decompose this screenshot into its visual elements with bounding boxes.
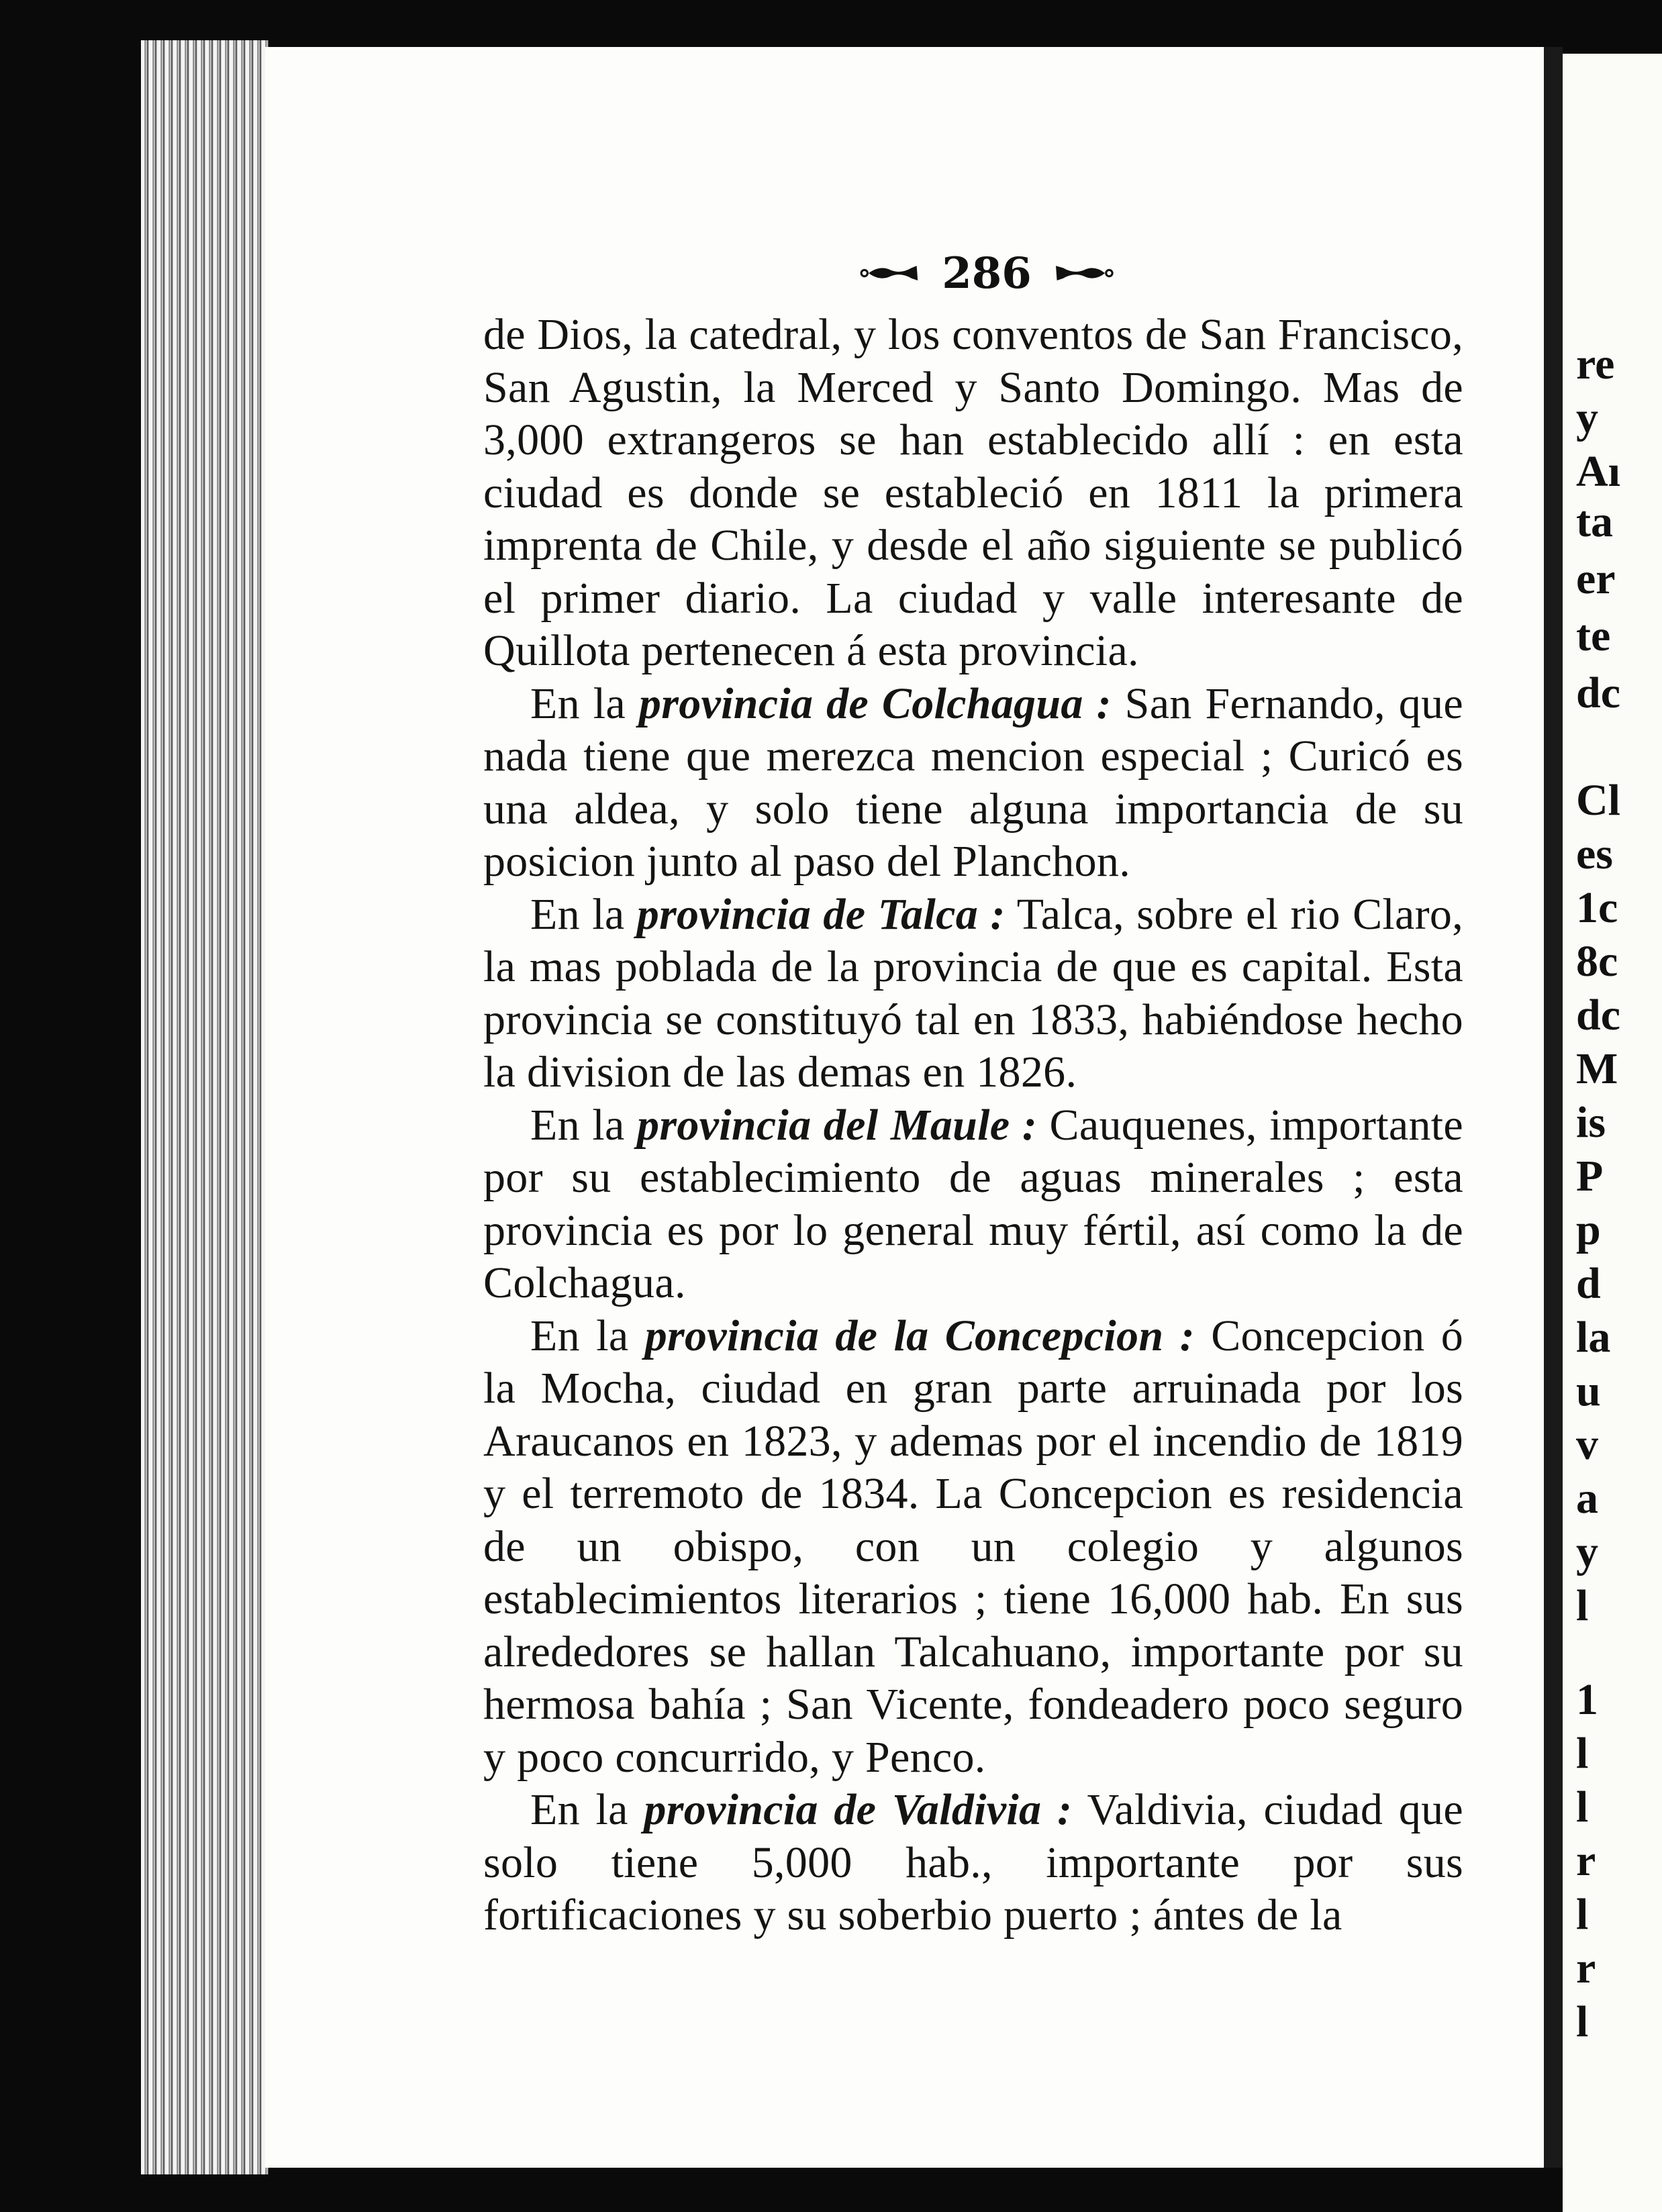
next-page-line-fragment: v bbox=[1576, 1420, 1598, 1469]
book-page-edges bbox=[141, 40, 268, 2174]
left-ornament-icon bbox=[859, 260, 927, 287]
next-page-line-fragment: p bbox=[1576, 1205, 1601, 1254]
paragraph bbox=[483, 1310, 1463, 1784]
next-page-line-fragment: r bbox=[1576, 1836, 1596, 1885]
next-page-line-fragment: l bbox=[1576, 1782, 1589, 1831]
text-run: Concepcion ó la Mocha, ciudad en gran parte arruinada por los Araucanos en 1823, y ademas por el incendio de 1819 y el terremoto de 1834. La Concepcion es residencia de un obispo, con un colegio y algunos establecimientos literarios ; tiene 16,000 hab. En sus alrededores se hallan Talcahuano, importante por su hermosa bahía ; San Vicente, fondeadero poco seguro y poco concurrido, y Penco. bbox=[483, 1311, 1464, 1782]
next-page-line-fragment: la bbox=[1576, 1313, 1611, 1362]
text-run: de Dios, la catedral, y los conventos de San Francisco, San Agustin, la Merced y Santo Domingo. Mas de 3,000 extrangeros se han establecido allí : en esta ciudad es donde se estableció en 1811 la primera imprenta de Chile, y desde el año siguiente se publicó el primer diario. La ciudad y valle interesante de Quillota pertenecen á esta provincia. bbox=[483, 310, 1463, 675]
next-page-line-fragment: l bbox=[1576, 1729, 1589, 1778]
text-run: Talca, sobre el rio Claro, la mas poblada de la provincia de que es capital. Esta provincia se constituyó tal en 1833, habiéndose hecho la division de las demas en 1826. bbox=[483, 889, 1464, 1097]
next-page-line-fragment: d bbox=[1576, 1259, 1601, 1308]
next-page-line-fragment: is bbox=[1576, 1098, 1606, 1147]
gutter-shadow bbox=[1544, 47, 1563, 2168]
next-page-line-fragment: y bbox=[1576, 393, 1598, 442]
next-page-line-fragment: r bbox=[1576, 1944, 1596, 1993]
text-run: En la bbox=[530, 889, 637, 939]
paragraph bbox=[483, 1099, 1463, 1310]
text-run: En la bbox=[530, 1311, 645, 1360]
next-page-line-fragment: y bbox=[1576, 1527, 1598, 1576]
province-heading: provincia del Maule : bbox=[637, 1100, 1038, 1150]
next-page-edge bbox=[1563, 54, 1662, 2212]
next-page-line-fragment: te bbox=[1576, 611, 1611, 660]
next-page-line-fragment: 8c bbox=[1576, 937, 1618, 986]
page-header bbox=[859, 236, 1114, 310]
paragraph bbox=[483, 889, 1463, 1099]
paragraph bbox=[483, 309, 1463, 678]
text-run: San Fernando, que nada tiene que merezca mencion especial ; Curicó es una aldea, y solo tiene alguna importancia de su posicion junto al paso del Planchon. bbox=[483, 678, 1463, 886]
text-run: En la bbox=[530, 1100, 638, 1150]
province-heading: provincia de Valdivia : bbox=[644, 1785, 1073, 1834]
next-page-line-fragment: l bbox=[1576, 1997, 1589, 2046]
next-page-line-fragment: l bbox=[1576, 1890, 1589, 1939]
next-page-line-fragment: Aı bbox=[1576, 447, 1620, 496]
next-page-line-fragment: dc bbox=[1576, 668, 1620, 717]
next-page-line-fragment: er bbox=[1576, 554, 1616, 603]
next-page-line-fragment: dc bbox=[1576, 991, 1620, 1040]
text-run: Cauquenes, importante por su establecimiento de aguas minerales ; esta provincia es por lo general muy fértil, así como la de Colchagua. bbox=[483, 1100, 1463, 1307]
next-page-line-fragment: 1c bbox=[1576, 883, 1618, 932]
next-page-line-fragment: ta bbox=[1576, 497, 1613, 546]
next-page-line-fragment: P bbox=[1576, 1152, 1604, 1201]
next-page-line-fragment: a bbox=[1576, 1474, 1598, 1523]
next-page-line-fragment: Cl bbox=[1576, 776, 1620, 825]
next-page-line-fragment: M bbox=[1576, 1044, 1618, 1093]
page-number: 286 bbox=[942, 248, 1032, 299]
next-page-line-fragment: es bbox=[1576, 830, 1613, 878]
next-page-line-fragment: u bbox=[1576, 1366, 1601, 1415]
text-run: En la bbox=[530, 678, 639, 728]
province-heading: provincia de Talca : bbox=[636, 889, 1006, 939]
province-heading: provincia de la Concepcion : bbox=[644, 1311, 1195, 1360]
right-ornament-icon bbox=[1046, 260, 1114, 287]
next-page-line-fragment: 1 bbox=[1576, 1675, 1598, 1724]
text-run: En la bbox=[530, 1785, 644, 1834]
province-heading: provincia de Colchagua : bbox=[638, 678, 1112, 728]
text-run: Valdivia, ciudad que solo tiene 5,000 hab., importante por sus fortificaciones y su soberbio puerto ; ántes de la bbox=[483, 1785, 1463, 1940]
next-page-line-fragment: re bbox=[1576, 340, 1615, 389]
paragraph bbox=[483, 678, 1463, 889]
next-page-line-fragment: l bbox=[1576, 1581, 1589, 1630]
paragraph bbox=[483, 1784, 1463, 1942]
body-text bbox=[483, 309, 1463, 1942]
